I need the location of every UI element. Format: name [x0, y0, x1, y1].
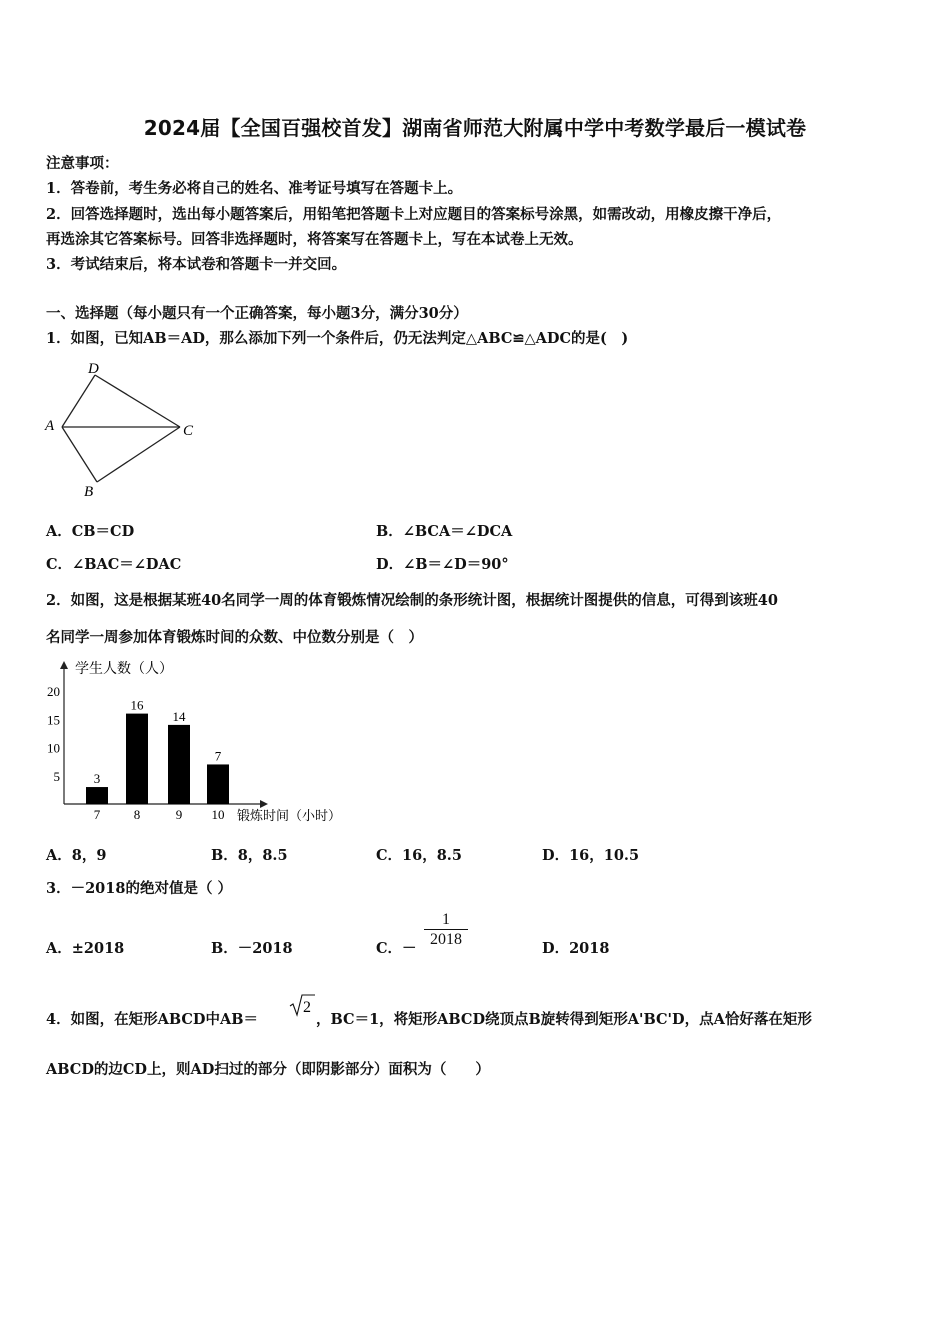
- x-tick-label: 8: [133, 807, 141, 822]
- notice-line-3: 3．考试结束后，将本试卷和答题卡一并交回。: [46, 256, 347, 273]
- x-tick-label: 10: [211, 807, 225, 822]
- q3-option-c-fraction: [424, 911, 468, 950]
- notice-line-2b: 再选涂其它答案标号。回答非选择题时，将答案写在答题卡上，写在本试卷上无效。: [46, 231, 583, 248]
- segment-ab: [62, 427, 97, 482]
- q4-stem-a1: 4．如图，在矩形ABCD中AB＝: [46, 1011, 258, 1028]
- y-tick-label: 10: [47, 740, 60, 756]
- q3-option-d: D．2018: [542, 940, 610, 957]
- label-b: B: [84, 484, 94, 500]
- q2-option-d: D．16，10.5: [542, 847, 640, 864]
- y-tick-label: 5: [53, 768, 60, 784]
- label-a: A: [45, 418, 55, 434]
- q3-option-a: A．±2018: [46, 940, 125, 957]
- y-tick-label: 20: [47, 684, 60, 699]
- page-title: 2024届【全国百强校首发】湖南省师范大附属中学中考数学最后一模试卷: [143, 116, 807, 140]
- q2-stem-a: 2．如图，这是根据某班40名同学一周的体育锻炼情况绘制的条形统计图，根据统计图提供的信息，可得到该班40: [46, 592, 778, 609]
- bar-chart: [40, 655, 370, 830]
- bar-value-label: 16: [130, 697, 144, 713]
- x-axis-arrow: [260, 800, 268, 808]
- x-tick-label: 7: [93, 807, 101, 822]
- q4-stem-b: ABCD的边CD上，则AD扫过的部分（即阴影部分）面积为（ ）: [46, 1061, 490, 1078]
- label-d: D: [88, 361, 99, 377]
- x-tick-label: 9: [175, 807, 183, 822]
- bar-9: [168, 725, 190, 804]
- bar-value-label: 3: [93, 771, 101, 787]
- bar-7: [86, 787, 108, 804]
- q1-option-c: C．∠BAC＝∠DAC: [46, 556, 182, 573]
- segment-dc: [95, 375, 180, 427]
- sqrt-radicand: 2: [303, 999, 311, 1016]
- q1-option-a: A．CB＝CD: [46, 523, 135, 540]
- y-tick-label: 15: [47, 712, 60, 728]
- notice-line-1: 1．答卷前，考生务必将自己的姓名、准考证号填写在答题卡上。: [46, 180, 463, 197]
- q3-option-c-prefix: C．－: [376, 940, 417, 957]
- q3-option-b: B．－2018: [211, 940, 293, 957]
- q1-figure: [40, 355, 210, 505]
- section-heading: 一、选择题（每小题只有一个正确答案，每小题3分，满分30分）: [46, 305, 468, 322]
- bar-8: [126, 714, 148, 804]
- y-axis-label: 学生人数（人）: [75, 662, 173, 677]
- sqrt-symbol: [288, 992, 316, 1018]
- notice-heading: 注意事项：: [46, 155, 119, 172]
- bar-value-label: 7: [214, 748, 222, 764]
- q3-stem: 3．－2018的绝对值是（ ）: [46, 880, 232, 897]
- q1-stem: 1．如图，已知AB＝AD，那么添加下列一个条件后，仍无法判定△ABC≌△ADC的是( ): [46, 330, 629, 347]
- segment-bc: [97, 427, 180, 482]
- segment-ad: [62, 375, 95, 427]
- notice-line-2a: 2．回答选择题时，选出每小题答案后，用铅笔把答题卡上对应题目的答案标号涂黑，如需改动，用橡皮擦干净后，: [46, 206, 782, 223]
- label-c: C: [183, 423, 194, 439]
- q1-option-d: D．∠B＝∠D＝90°: [376, 556, 509, 573]
- y-axis-arrow: [60, 661, 68, 669]
- q2-option-a: A．8，9: [46, 847, 107, 864]
- q2-option-c: C．16，8.5: [376, 847, 462, 864]
- bar-10: [207, 764, 229, 804]
- x-axis-label: 锻炼时间（小时）: [237, 808, 342, 823]
- fraction-denominator: 2018: [424, 929, 468, 950]
- fraction-numerator: 1: [442, 911, 450, 928]
- q4-stem-a2: ，BC＝1，将矩形ABCD绕顶点B旋转得到矩形A'BC'D，点A恰好落在矩形: [316, 1011, 812, 1028]
- q2-stem-b: 名同学一周参加体育锻炼时间的众数、中位数分别是（ ）: [46, 629, 423, 646]
- q2-option-b: B．8，8.5: [211, 847, 288, 864]
- bar-value-label: 14: [172, 708, 186, 724]
- q1-option-b: B．∠BCA＝∠DCA: [376, 523, 513, 540]
